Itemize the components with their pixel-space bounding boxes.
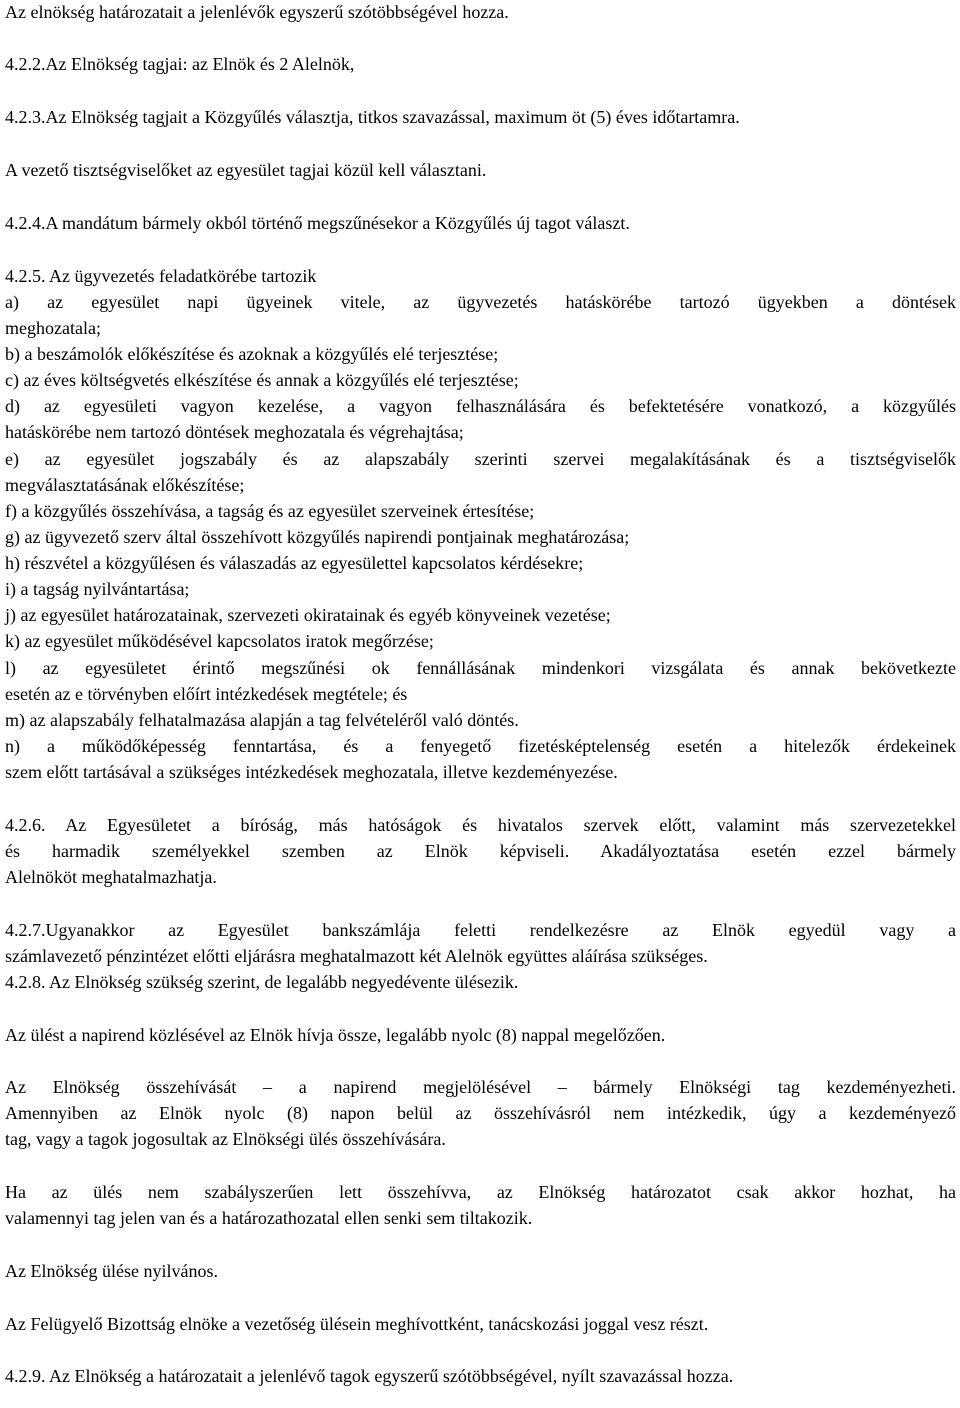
text-line: m) az alapszabály felhatalmazása alapján a tag felvételéről való döntés. [5, 710, 519, 730]
text-line: n) a működőképesség fenntartása, és a fenyegető fizetésképtelenség esetén a hitelezők érdekeinek [5, 736, 956, 756]
text-line: Az ülést a napirend közlésével az Elnök hívja össze, legalább nyolc (8) nappal megelőzően. [5, 1025, 666, 1045]
text-line: Az Elnökség összehívását – a napirend megjelölésével – bármely Elnökségi tag kezdeményezheti. [5, 1077, 956, 1097]
text-line: e) az egyesület jogszabály és az alapszabály szerinti szervei megalakításának és a tisztségviselők [5, 449, 956, 469]
text-line: valamennyi tag jelen van és a határozathozatal ellen senki sem tiltakozik. [5, 1208, 533, 1228]
text-line: Alelnököt meghatalmazhatja. [5, 867, 217, 887]
text-line: f) a közgyűlés összehívása, a tagság és az egyesület szerveinek értesítése; [5, 501, 535, 521]
text-line: Az Felügyelő Bizottság elnöke a vezetőség ülésein meghívottként, tanácskozási joggal vesz részt. [5, 1314, 709, 1334]
text-line: 4.2.3.Az Elnökség tagjait a Közgyűlés választja, titkos szavazással, maximum öt (5) éves időtartamra. [5, 107, 740, 127]
text-line: esetén az e törvényben előírt intézkedések megtétele; és [5, 684, 408, 704]
text-line: 4.2.2.Az Elnökség tagjai: az Elnök és 2 Alelnök, [5, 54, 355, 74]
text-line: A vezető tisztségviselőket az egyesület tagjai közül kell választani. [5, 160, 487, 180]
text-line: Az Elnökség ülése nyilvános. [5, 1261, 218, 1281]
text-line: tag, vagy a tagok jogosultak az Elnökségi ülés összehívására. [5, 1129, 446, 1149]
text-line: k) az egyesület működésével kapcsolatos iratok megőrzése; [5, 631, 434, 651]
text-line: megválasztatásának előkészítése; [5, 475, 245, 495]
text-line: hatáskörébe nem tartozó döntések meghozatala és végrehajtása; [5, 422, 464, 442]
text-line: h) részvétel a közgyűlésen és válaszadás az egyesülettel kapcsolatos kérdésekre; [5, 553, 584, 573]
text-line: g) az ügyvezető szerv által összehívott közgyűlés napirendi pontjainak meghatározása; [5, 527, 630, 547]
text-line: 4.2.9. Az Elnökség a határozatait a jelenlévő tagok egyszerű szótöbbségével, nyílt szavazással hozza. [5, 1366, 734, 1386]
text-line: szem előtt tartásával a szükséges intézkedések meghozatala, illetve kezdeményezése. [5, 762, 618, 782]
text-line: 4.2.8. Az Elnökség szükség szerint, de legalább negyedévente ülésezik. [5, 972, 519, 992]
text-line: 4.2.5. Az ügyvezetés feladatkörébe tartozik [5, 266, 317, 286]
text-line: számlavezető pénzintézet előtti eljárásra meghatalmazott két Alelnök együttes aláírása szükséges. [5, 946, 708, 966]
text-line: 4.2.4.A mandátum bármely okból történő megszűnésekor a Közgyűlés új tagot választ. [5, 213, 630, 233]
text-line: i) a tagság nyilvántartása; [5, 579, 190, 599]
text-line: d) az egyesületi vagyon kezelése, a vagyon felhasználására és befektetésére vonatkozó, a közgyűlés [5, 396, 956, 416]
text-line: l) az egyesületet érintő megszűnési ok fennállásának mindenkori vizsgálata és annak bekövetkezte [5, 658, 956, 678]
text-line: b) a beszámolók előkészítése és azoknak a közgyűlés elé terjesztése; [5, 344, 499, 364]
text-line: j) az egyesület határozatainak, szervezeti okiratainak és egyéb könyveinek vezetése; [5, 605, 611, 625]
text-line: c) az éves költségvetés elkészítése és annak a közgyűlés elé terjesztése; [5, 370, 519, 390]
text-line: meghozatala; [5, 318, 101, 338]
text-line: 4.2.7.Ugyanakkor az Egyesület bankszámlája feletti rendelkezésre az Elnök egyedül vagy a [5, 920, 956, 940]
text-line: Az elnökség határozatait a jelenlévők egyszerű szótöbbségével hozza. [5, 2, 509, 22]
text-line: a) az egyesület napi ügyeinek vitele, az ügyvezetés hatáskörébe tartozó ügyekben a döntések [5, 292, 956, 312]
text-line: Ha az ülés nem szabályszerűen lett összehívva, az Elnökség határozatot csak akkor hozhat, ha [5, 1182, 956, 1202]
text-line: Amennyiben az Elnök nyolc (8) napon belül az összehívásról nem intézkedik, úgy a kezdeményező [5, 1103, 956, 1123]
text-line: és harmadik személyekkel szemben az Elnök képviseli. Akadályoztatása esetén ezzel bármely [5, 841, 956, 861]
text-line: 4.2.6. Az Egyesületet a bíróság, más hatóságok és hivatalos szervek előtt, valamint más szervezetekkel [5, 815, 956, 835]
